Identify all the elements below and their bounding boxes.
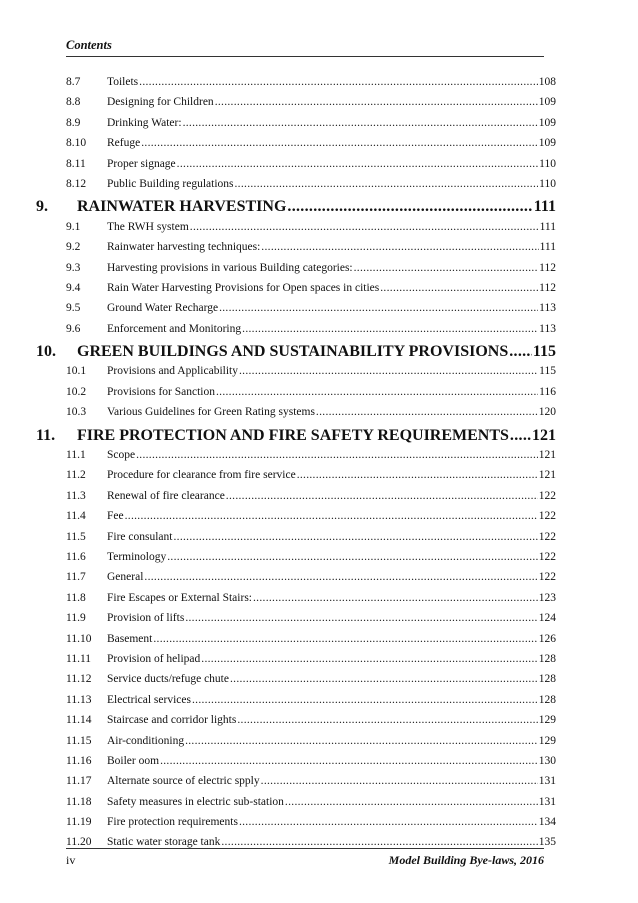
leader-dots: [242, 323, 538, 335]
toc-entry[interactable]: [66, 551, 556, 571]
toc-page-number: 130: [538, 754, 556, 767]
toc-page-number: 129: [538, 734, 556, 747]
toc-page-number: 116: [539, 385, 556, 398]
leader-dots: [219, 302, 538, 314]
page-footer: [66, 848, 544, 868]
toc-entry[interactable]: [66, 612, 556, 632]
toc-number: 11.19: [66, 816, 92, 829]
header-title: Contents: [66, 38, 112, 52]
leader-dots: [237, 714, 537, 726]
toc-title: Designing for Children: [107, 96, 214, 109]
toc-title: Proper signage: [107, 157, 176, 170]
toc-number: 11.7: [66, 571, 86, 584]
leader-dots: [221, 836, 537, 848]
toc-number: 11.1: [66, 449, 86, 462]
toc-title: Air-conditioning: [107, 734, 185, 747]
leader-dots: [201, 653, 537, 665]
toc-number: 8.12: [66, 177, 87, 190]
toc-title: Rain Water Harvesting Provisions for Open spaces in cities: [107, 281, 380, 294]
toc-number: 11.18: [66, 795, 92, 808]
toc-number: 11.6: [66, 550, 86, 563]
toc-number: 11.15: [66, 734, 92, 747]
footer-page-number: iv: [66, 853, 76, 867]
toc-number: 8.9: [66, 116, 81, 129]
toc-title: RAINWATER HARVESTING: [77, 198, 287, 216]
toc-page-number: 128: [538, 693, 556, 706]
toc-title: Harvesting provisions in various Building categories:: [107, 261, 353, 274]
leader-dots: [136, 449, 538, 461]
toc-number: 9.6: [66, 322, 81, 335]
toc-number: 8.8: [66, 96, 81, 109]
toc-title: Provision of helipad: [107, 652, 201, 665]
toc-page-number: 109: [538, 96, 556, 109]
toc-page-number: 113: [539, 302, 556, 315]
toc-page-number: 121: [532, 426, 556, 444]
toc-page-number: 108: [538, 76, 556, 88]
toc-page-number: 111: [539, 241, 556, 254]
toc-entry[interactable]: [66, 178, 556, 198]
leader-dots: [285, 796, 538, 808]
leader-dots: [177, 158, 539, 170]
toc-entry[interactable]: [66, 469, 556, 489]
toc-number: 9.2: [66, 241, 81, 254]
toc-title: GREEN BUILDINGS AND SUSTAINABILITY PROVISIONS: [77, 343, 509, 361]
toc-title: Electrical services: [107, 693, 191, 706]
toc-page-number: 112: [539, 281, 556, 294]
toc-entry[interactable]: [66, 302, 556, 322]
toc-page-number: 121: [538, 469, 556, 482]
toc-page-number: 131: [538, 795, 556, 808]
toc-number: 11.12: [66, 673, 92, 686]
leader-dots: [297, 469, 538, 481]
toc-number: 11.16: [66, 754, 92, 767]
toc-entry[interactable]: [66, 323, 556, 343]
leader-dots: [253, 592, 538, 604]
toc-number: 11.10: [66, 632, 92, 645]
leader-dots: [141, 137, 538, 149]
toc-entry[interactable]: [66, 365, 556, 385]
toc-page-number: 115: [532, 343, 556, 361]
page-header: [66, 38, 544, 57]
toc-entry[interactable]: [66, 755, 556, 775]
leader-dots: [230, 673, 538, 685]
toc-title: Enforcement and Monitoring: [107, 322, 242, 335]
toc-number: 10.3: [66, 406, 87, 419]
toc-entry[interactable]: [66, 386, 556, 406]
toc-entry[interactable]: [66, 673, 556, 693]
toc-number: 8.7: [66, 76, 81, 88]
toc-entry[interactable]: [66, 633, 556, 653]
leader-dots: [167, 551, 538, 563]
toc-title: Provisions and Applicability: [107, 365, 238, 378]
toc-entry[interactable]: [66, 531, 556, 551]
toc-title: Procedure for clearance from fire service: [107, 469, 296, 482]
leader-dots: [153, 633, 537, 645]
toc-number: 11.3: [66, 489, 86, 502]
leader-dots: [380, 282, 538, 294]
leader-dots: [173, 531, 537, 543]
leader-dots: [125, 510, 538, 522]
toc-title: Provisions for Sanction: [107, 385, 215, 398]
toc-title: Toilets: [107, 76, 139, 88]
toc-page-number: 113: [539, 322, 556, 335]
toc-page-number: 111: [533, 198, 556, 216]
toc-page-number: 120: [538, 406, 556, 419]
toc-page-number: 115: [539, 365, 556, 378]
toc-entry[interactable]: [66, 592, 556, 612]
leader-dots: [235, 178, 539, 190]
toc-title: General: [107, 571, 144, 584]
toc-entry[interactable]: [66, 510, 556, 530]
toc-section-heading[interactable]: [36, 198, 556, 220]
toc-entry[interactable]: [66, 137, 556, 157]
toc-title: Alternate source of electric spply: [107, 775, 260, 788]
toc-section-heading[interactable]: [36, 426, 556, 449]
toc-page-number: 131: [538, 775, 556, 788]
toc-entry[interactable]: [66, 76, 556, 96]
toc-page-number: 122: [538, 510, 556, 523]
toc-page-number: 135: [538, 836, 556, 849]
leader-dots: [509, 343, 532, 361]
leader-dots: [226, 490, 538, 502]
toc-entry[interactable]: [66, 490, 556, 510]
toc-title: Rainwater harvesting techniques:: [107, 241, 261, 254]
toc-entry[interactable]: [66, 653, 556, 673]
toc-number: 11.2: [66, 469, 86, 482]
toc-number: 11.5: [66, 530, 86, 543]
toc-number: 8.10: [66, 137, 87, 150]
toc-page-number: 122: [538, 489, 556, 502]
leader-dots: [144, 571, 537, 583]
toc-page-number: 129: [538, 714, 556, 727]
toc-title: Safety measures in electric sub-station: [107, 795, 284, 808]
toc-page-number: 109: [538, 137, 556, 150]
toc-title: Fire Escapes or External Stairs:: [107, 591, 252, 604]
toc-number: 9.5: [66, 302, 81, 315]
toc-title: Basement: [107, 632, 153, 645]
leader-dots: [216, 386, 538, 398]
toc-entry[interactable]: [66, 796, 556, 816]
toc-page-number: 121: [538, 449, 556, 462]
toc-entry[interactable]: [66, 449, 556, 469]
toc-page-number: 112: [539, 261, 556, 274]
toc-title: FIRE PROTECTION AND FIRE SAFETY REQUIREMENTS: [77, 426, 509, 444]
toc-title: Provision of lifts: [107, 612, 185, 625]
table-of-contents: [36, 76, 556, 857]
toc-number: 8.11: [66, 157, 86, 170]
toc-number: 10.: [36, 343, 56, 361]
toc-page-number: 128: [538, 652, 556, 665]
leader-dots: [261, 241, 538, 253]
toc-number: 9.1: [66, 220, 81, 233]
toc-entry[interactable]: [66, 158, 556, 178]
leader-dots: [239, 816, 538, 828]
toc-title: Refuge: [107, 137, 141, 150]
toc-entry[interactable]: [66, 406, 556, 426]
toc-number: 9.4: [66, 281, 81, 294]
leader-dots: [190, 221, 539, 233]
leader-dots: [316, 406, 538, 418]
toc-title: Fire protection requirements: [107, 816, 238, 829]
toc-page-number: 122: [538, 530, 556, 543]
toc-title: Scope: [107, 449, 136, 462]
footer-publication-title: Model Building Bye-laws, 2016: [388, 853, 544, 867]
toc-page-number: 122: [538, 550, 556, 563]
leader-dots: [239, 365, 538, 377]
toc-number: 9.: [36, 198, 48, 216]
toc-number: 11.14: [66, 714, 92, 727]
toc-page-number: 110: [539, 177, 556, 190]
toc-title: Public Building regulations: [107, 177, 234, 190]
toc-entry[interactable]: [66, 694, 556, 714]
toc-entry[interactable]: [66, 221, 556, 241]
leader-dots: [261, 775, 538, 787]
toc-number: 11.4: [66, 510, 86, 523]
toc-title: Staircase and corridor lights: [107, 714, 237, 727]
toc-number: 10.1: [66, 365, 87, 378]
leader-dots: [215, 96, 538, 108]
toc-entry[interactable]: [66, 241, 556, 261]
toc-number: 11.9: [66, 612, 86, 625]
leader-dots: [183, 117, 538, 129]
toc-number: 11.13: [66, 693, 92, 706]
toc-entry[interactable]: [66, 714, 556, 734]
toc-entry[interactable]: [66, 262, 556, 282]
toc-page-number: 111: [539, 220, 556, 233]
toc-title: Boiler oom: [107, 754, 160, 767]
toc-number: 11.: [36, 426, 56, 444]
leader-dots: [160, 755, 538, 767]
toc-entry[interactable]: [66, 571, 556, 591]
toc-page-number: 123: [538, 591, 556, 604]
leader-dots: [510, 427, 531, 445]
toc-title: Fee: [107, 510, 124, 523]
leader-dots: [139, 76, 538, 88]
toc-title: Terminology: [107, 550, 167, 563]
toc-title: Fire consulant: [107, 530, 173, 543]
toc-number: 11.11: [66, 652, 92, 665]
toc-entry[interactable]: [66, 775, 556, 795]
toc-title: Ground Water Recharge: [107, 302, 219, 315]
leader-dots: [287, 198, 532, 216]
toc-number: 9.3: [66, 261, 81, 274]
toc-page-number: 110: [539, 157, 556, 170]
leader-dots: [354, 262, 539, 274]
leader-dots: [185, 735, 538, 747]
toc-number: 11.17: [66, 775, 92, 788]
toc-number: 11.20: [66, 836, 92, 849]
toc-title: Various Guidelines for Green Rating systems: [107, 406, 315, 419]
toc-section-heading[interactable]: [36, 343, 556, 365]
toc-entry[interactable]: [66, 282, 556, 302]
toc-page-number: 128: [538, 673, 556, 686]
toc-page-number: 126: [538, 632, 556, 645]
toc-page-number: 124: [538, 612, 556, 625]
toc-number: 11.8: [66, 591, 86, 604]
toc-page-number: 134: [538, 816, 556, 829]
toc-title: Renewal of fire clearance: [107, 489, 225, 502]
toc-page-number: 122: [538, 571, 556, 584]
toc-entry[interactable]: [66, 816, 556, 836]
toc-entry[interactable]: [66, 96, 556, 116]
toc-entry[interactable]: [66, 117, 556, 137]
toc-title: Drinking Water:: [107, 116, 182, 129]
leader-dots: [192, 694, 538, 706]
toc-page-number: 109: [538, 116, 556, 129]
toc-entry[interactable]: [66, 735, 556, 755]
toc-number: 10.2: [66, 385, 87, 398]
toc-title: Service ducts/refuge chute: [107, 673, 229, 686]
toc-title: The RWH system: [107, 220, 189, 233]
leader-dots: [185, 612, 537, 624]
toc-title: Static water storage tank: [107, 836, 221, 849]
